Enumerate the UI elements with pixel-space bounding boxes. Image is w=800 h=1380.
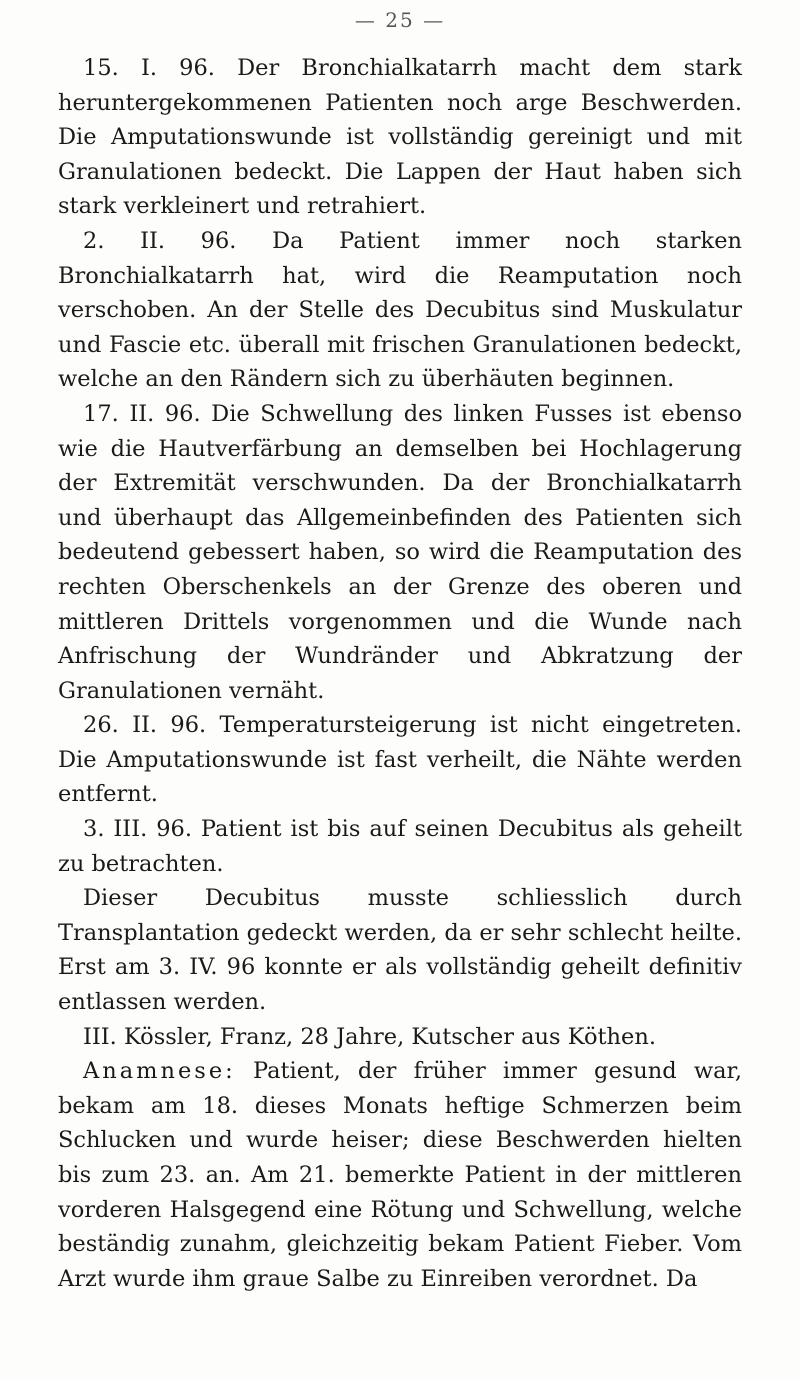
paragraph-decubitus: Dieser Decubitus musste schliesslich durch Transplantation gedeckt werden, da er sehr schlecht heilte. Erst am 3. IV. 96 konnte er als vollständig geheilt definitiv entlassen werden. bbox=[58, 885, 742, 1016]
paragraph-17-feb: 17. II. 96. Die Schwellung des linken Fusses ist ebenso wie die Hautverfärbung an demselben bei Hochlagerung der Extremität verschwunden. Da der Bronchialkatarrh und überhaupt das Allgemeinbefinden des Patienten sich bedeutend gebessert haben, so wird die Reamputation des rechten Oberschenkels an der Grenze des oberen und mittleren Drittels vorgenommen und die Wunde nach Anfrischung der Wundränder und Abkratzung der Granulationen vernäht. bbox=[58, 400, 742, 704]
paragraph-26-feb: 26. II. 96. Temperatursteigerung ist nicht eingetreten. Die Amputationswunde ist fast verheilt, die Nähte werden entfernt. bbox=[58, 712, 742, 808]
body-text bbox=[58, 51, 742, 1296]
paragraph-case-heading: III. Kössler, Franz, 28 Jahre, Kutscher aus Köthen. bbox=[83, 1023, 656, 1050]
anamnese-label: Anamnese: bbox=[83, 1058, 236, 1085]
anamnese-text: Patient, der früher immer gesund war, bekam am 18. dieses Monats heftige Schmerzen beim Schlucken und wurde heiser; diese Beschwerden hielten bis zum 23. an. Am 21. bemerkte Patient in der mittleren vorderen Halsgegend eine Rötung und Schwellung, welche beständig zunahm, gleichzeitig bekam Patient Fieber. Vom Arzt wurde ihm graue Salbe zu Einreiben verordnet. Da bbox=[58, 1058, 742, 1292]
paragraph-15-jan: 15. I. 96. Der Bronchialkatarrh macht dem stark heruntergekommenen Patienten noch arge Beschwerden. Die Amputationswunde ist vollständig gereinigt und mit Granulationen bedeckt. Die Lappen der Haut haben sich stark verkleinert und retrahiert. bbox=[58, 55, 742, 220]
page-number: — 25 — bbox=[354, 8, 446, 32]
paragraph-2-feb: 2. II. 96. Da Patient immer noch starken Bronchialkatarrh hat, wird die Reamputation noch verschoben. An der Stelle des Decubitus sind Muskulatur und Fascie etc. überall mit frischen Granulationen bedeckt, welche an den Rändern sich zu überhäuten beginnen. bbox=[58, 227, 742, 393]
paragraph-anamnese bbox=[58, 1054, 742, 1296]
paragraph-3-mar: 3. III. 96. Patient ist bis auf seinen Decubitus als geheilt zu betrachten. bbox=[58, 816, 742, 877]
